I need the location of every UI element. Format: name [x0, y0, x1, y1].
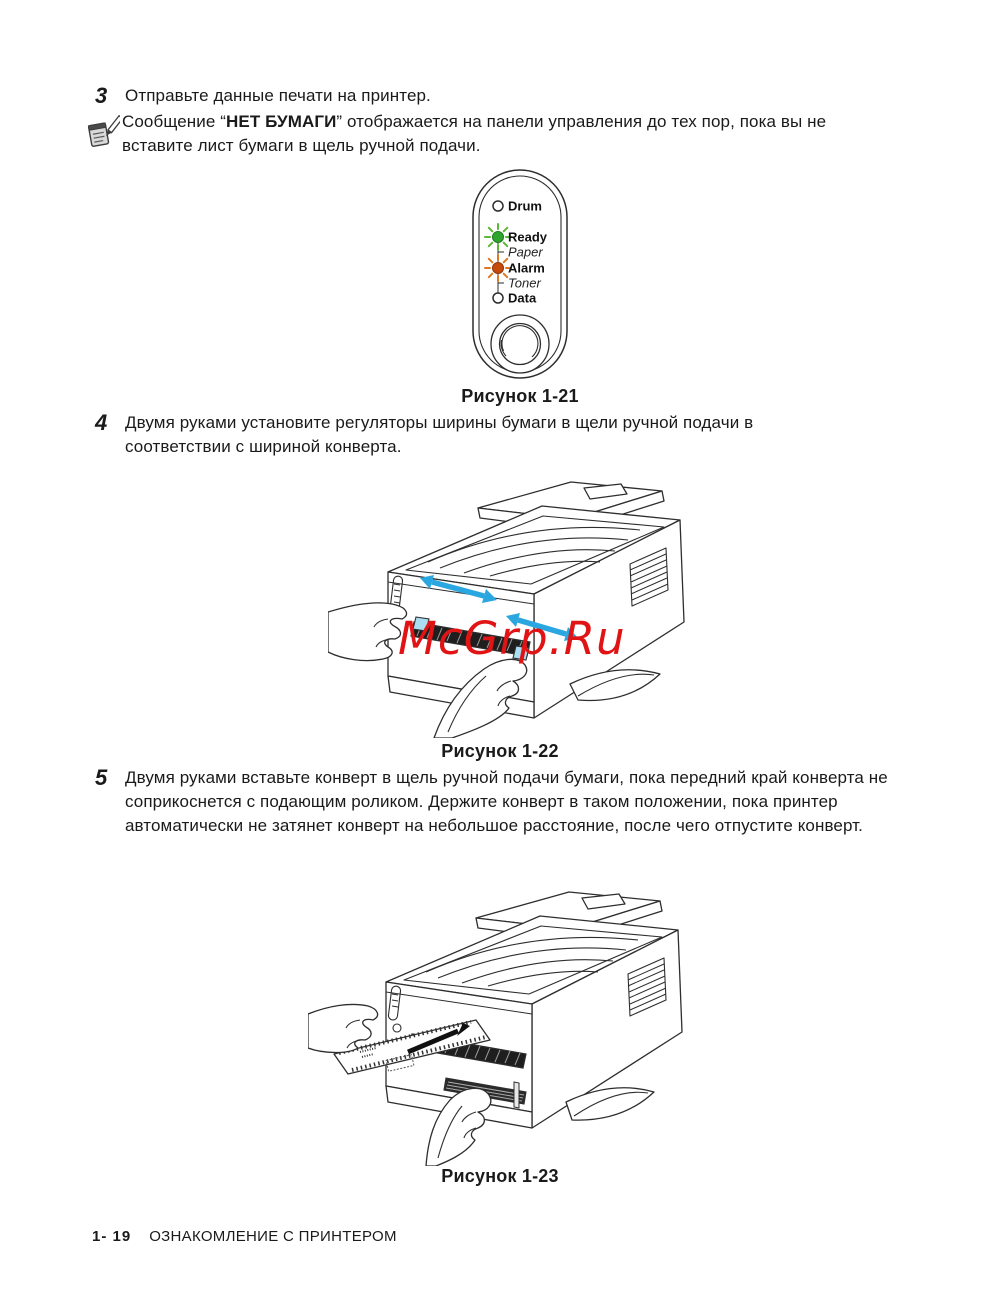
toner-led-label: Toner: [508, 275, 541, 291]
note-text-suffix: ” отображается на панели управления до тех пор, пока вы не вставите лист бумаги в щель ручной подачи.: [122, 112, 827, 155]
footer-section-title: ОЗНАКОМЛЕНИЕ С ПРИНТЕРОМ: [149, 1228, 397, 1245]
step-5-text: Двумя руками вставьте конверт в щель ручной подачи бумаги, пока передний край конверта не соприкоснется с подающим роликом. Держите конверт в таком положении, пока принтер автоматически не затянет конверт на небольшое расстояние, после чего отпустите конверт.: [125, 768, 888, 835]
control-panel-illustration: [470, 167, 570, 381]
notepad-pencil-icon: [86, 110, 122, 158]
step-5-row: [95, 766, 905, 838]
step-4-number: 4: [95, 410, 108, 435]
data-led-off-icon: [493, 293, 503, 303]
footer: [92, 1228, 397, 1245]
step-3-row: [95, 84, 915, 108]
figure-caption-1-22: Рисунок 1-22: [441, 741, 559, 761]
paper-led-label: Paper: [508, 244, 543, 260]
note-row: [86, 110, 896, 158]
note-text: [122, 110, 896, 158]
footer-page-number: 1- 19: [92, 1228, 132, 1245]
data-led-label: Data: [508, 290, 537, 306]
ready-led-on-icon: [493, 232, 504, 243]
figure-caption-1-23: Рисунок 1-23: [441, 1166, 559, 1186]
step-3-number: 3: [95, 83, 108, 108]
printer-envelope-illustration: [308, 874, 708, 1166]
drum-led-label: Drum: [508, 198, 542, 214]
panel-button-icon: [491, 315, 549, 373]
step-3-text: Отправьте данные печати на принтер.: [125, 86, 431, 105]
note-text-bold: НЕТ БУМАГИ: [226, 112, 337, 131]
printer-width-guides-illustration: [328, 470, 708, 738]
step-4-text: Двумя руками установите регуляторы ширины бумаги в щели ручной подачи в соответствии с шириной конверта.: [125, 413, 754, 456]
note-text-prefix: Сообщение “: [122, 112, 226, 131]
alarm-led-on-icon: [493, 263, 504, 274]
watermark: McGrp.Ru: [398, 612, 626, 665]
step-4-row: [95, 411, 835, 459]
figure-caption-1-21: Рисунок 1-21: [461, 386, 579, 406]
left-hand: [308, 1004, 378, 1052]
ready-led-label: Ready: [508, 229, 548, 245]
drum-led-off-icon: [493, 201, 503, 211]
step-5-number: 5: [95, 765, 108, 790]
alarm-led-label: Alarm: [508, 260, 545, 276]
